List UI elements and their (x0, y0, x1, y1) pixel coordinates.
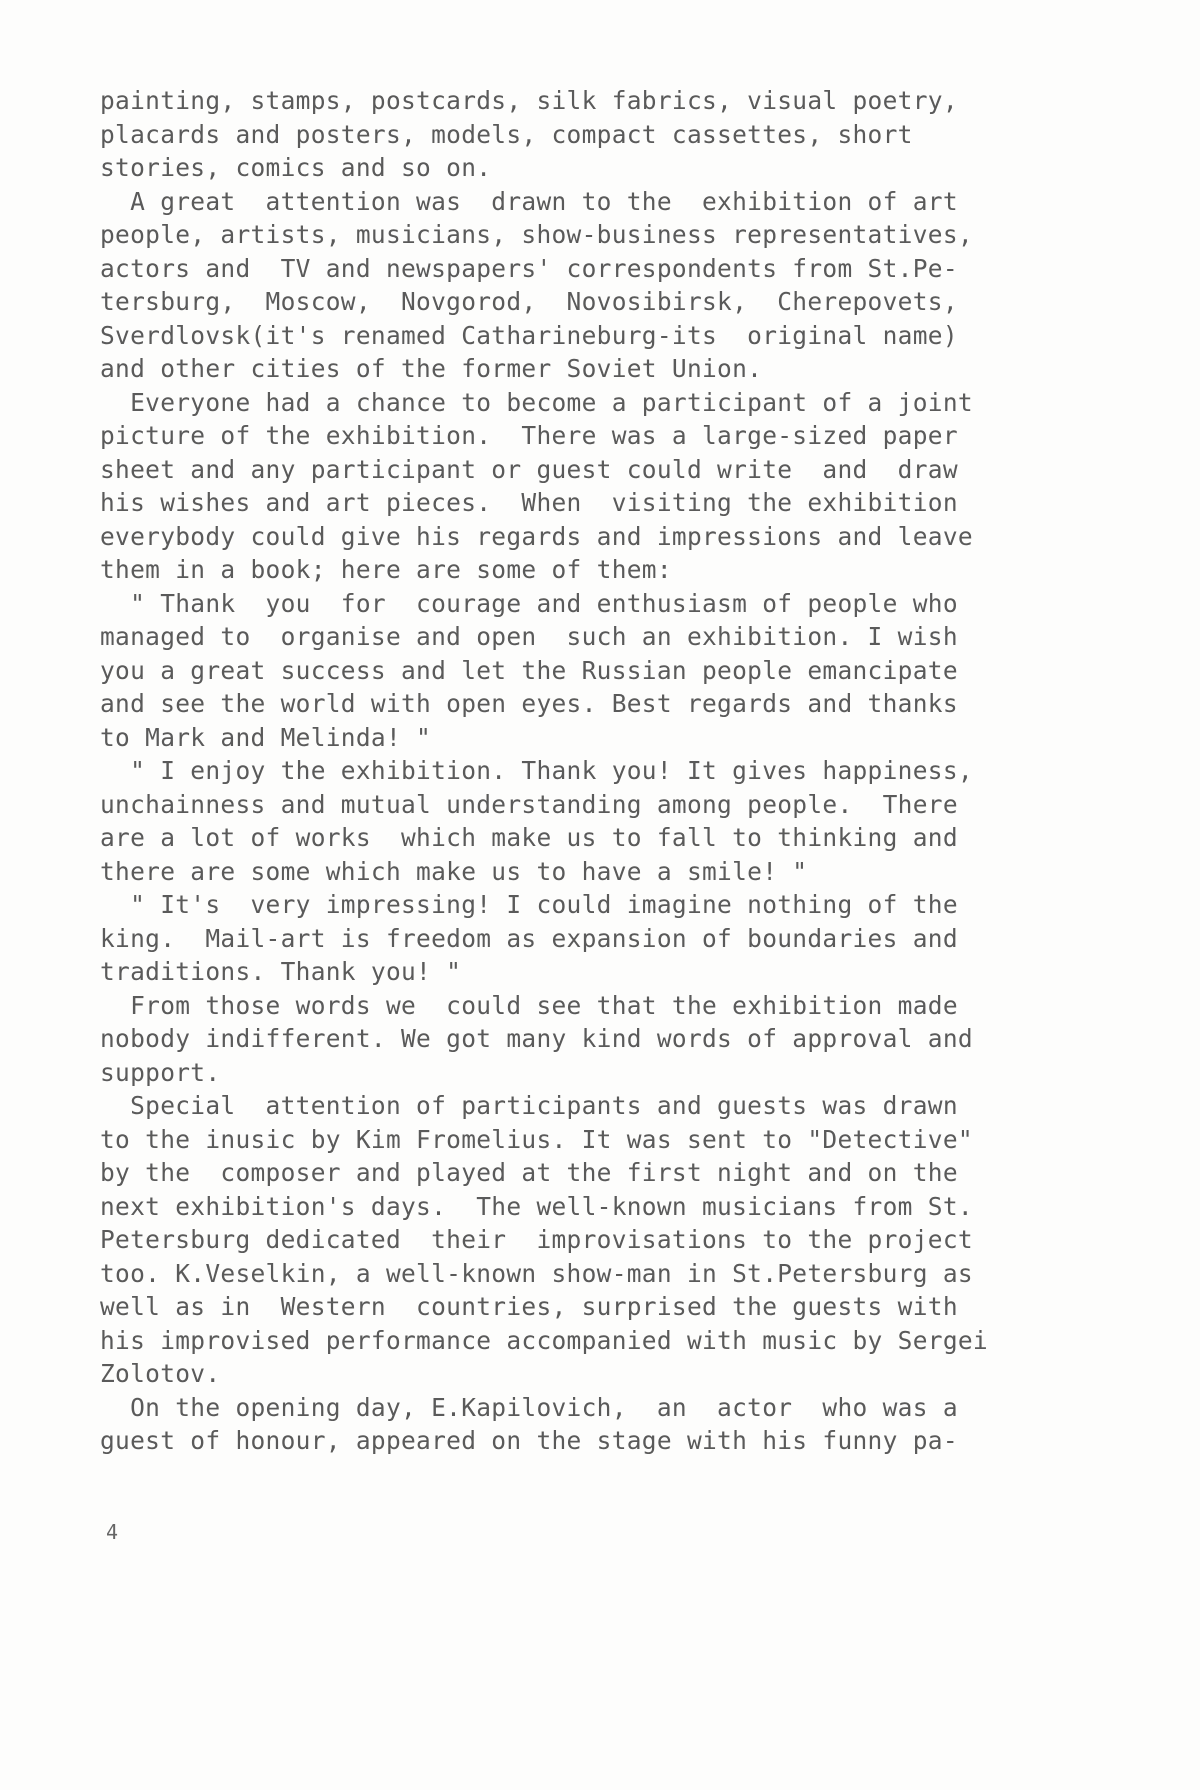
text-line: by the composer and played at the first night and on the (100, 1158, 958, 1187)
text-line: unchainness and mutual understanding among people. There (100, 789, 958, 819)
text-line: Zolotov. (100, 1359, 221, 1388)
text-line: stories, comics and so on. (100, 153, 492, 182)
page-number: 4 (106, 1520, 119, 1544)
text-line: " It's very impressing! I could imagine nothing of the (100, 890, 958, 919)
text-line: everybody could give his regards and impressions and leave (100, 521, 973, 551)
text-line: sheet and any participant or guest could write and draw (100, 454, 958, 484)
text-line: A great attention was drawn to the exhibition of art (100, 186, 958, 216)
body-text (100, 84, 1110, 1458)
text-line: painting, stamps, postcards, silk fabrics, visual poetry, (100, 86, 958, 115)
text-line: managed to organise and open such an exhibition. I wish (100, 622, 958, 651)
text-line: " Thank you for courage and enthusiasm of people who (100, 588, 958, 618)
text-line: Everyone had a chance to become a participant of a joint (100, 387, 973, 417)
text-line: his wishes and art pieces. When visiting the exhibition (100, 488, 958, 517)
text-line: From those words we could see that the exhibition made (100, 990, 958, 1020)
text-line: placards and posters, models, compact cassettes, short (100, 119, 913, 149)
text-line: Special attention of participants and guests was drawn (100, 1091, 958, 1120)
text-line: actors and TV and newspapers' correspondents from St.Pe- (100, 253, 958, 283)
text-line: and other cities of the former Soviet Union. (100, 354, 763, 383)
text-line: well as in Western countries, surprised the guests with (100, 1292, 958, 1321)
text-line: and see the world with open eyes. Best regards and thanks (100, 689, 958, 718)
text-line: them in a book; here are some of them: (100, 555, 672, 584)
text-line: king. Mail-art is freedom as expansion of boundaries and (100, 923, 958, 953)
text-line: Petersburg dedicated their improvisations to the project (100, 1225, 973, 1254)
text-line: traditions. Thank you! " (100, 957, 462, 986)
text-line: next exhibition's days. The well-known musicians from St. (100, 1191, 973, 1221)
text-line: you a great success and let the Russian people emancipate (100, 655, 958, 685)
text-line: nobody indifferent. We got many kind words of approval and (100, 1024, 973, 1053)
text-line: to the inusic by Kim Fromelius. It was sent to "Detective" (100, 1124, 973, 1154)
text-line: people, artists, musicians, show-business representatives, (100, 220, 973, 249)
text-line: are a lot of works which make us to fall to thinking and (100, 823, 958, 852)
text-line: picture of the exhibition. There was a large-sized paper (100, 421, 958, 450)
text-line: On the opening day, E.Kapilovich, an actor who was a (100, 1392, 958, 1422)
text-line: there are some which make us to have a smile! " (100, 856, 808, 886)
text-line: his improvised performance accompanied with music by Sergei (100, 1325, 988, 1355)
text-line: " I enjoy the exhibition. Thank you! It gives happiness, (100, 756, 973, 785)
text-line: guest of honour, appeared on the stage with his funny pa- (100, 1426, 958, 1455)
text-line: to Mark and Melinda! " (100, 722, 432, 752)
text-line: too. K.Veselkin, a well-known show-man in St.Petersburg as (100, 1258, 973, 1288)
text-line: tersburg, Moscow, Novgorod, Novosibirsk, Cherepovets, (100, 287, 958, 316)
text-line: Sverdlovsk(it's renamed Catharineburg-its original name) (100, 320, 958, 350)
text-line: support. (100, 1057, 221, 1087)
